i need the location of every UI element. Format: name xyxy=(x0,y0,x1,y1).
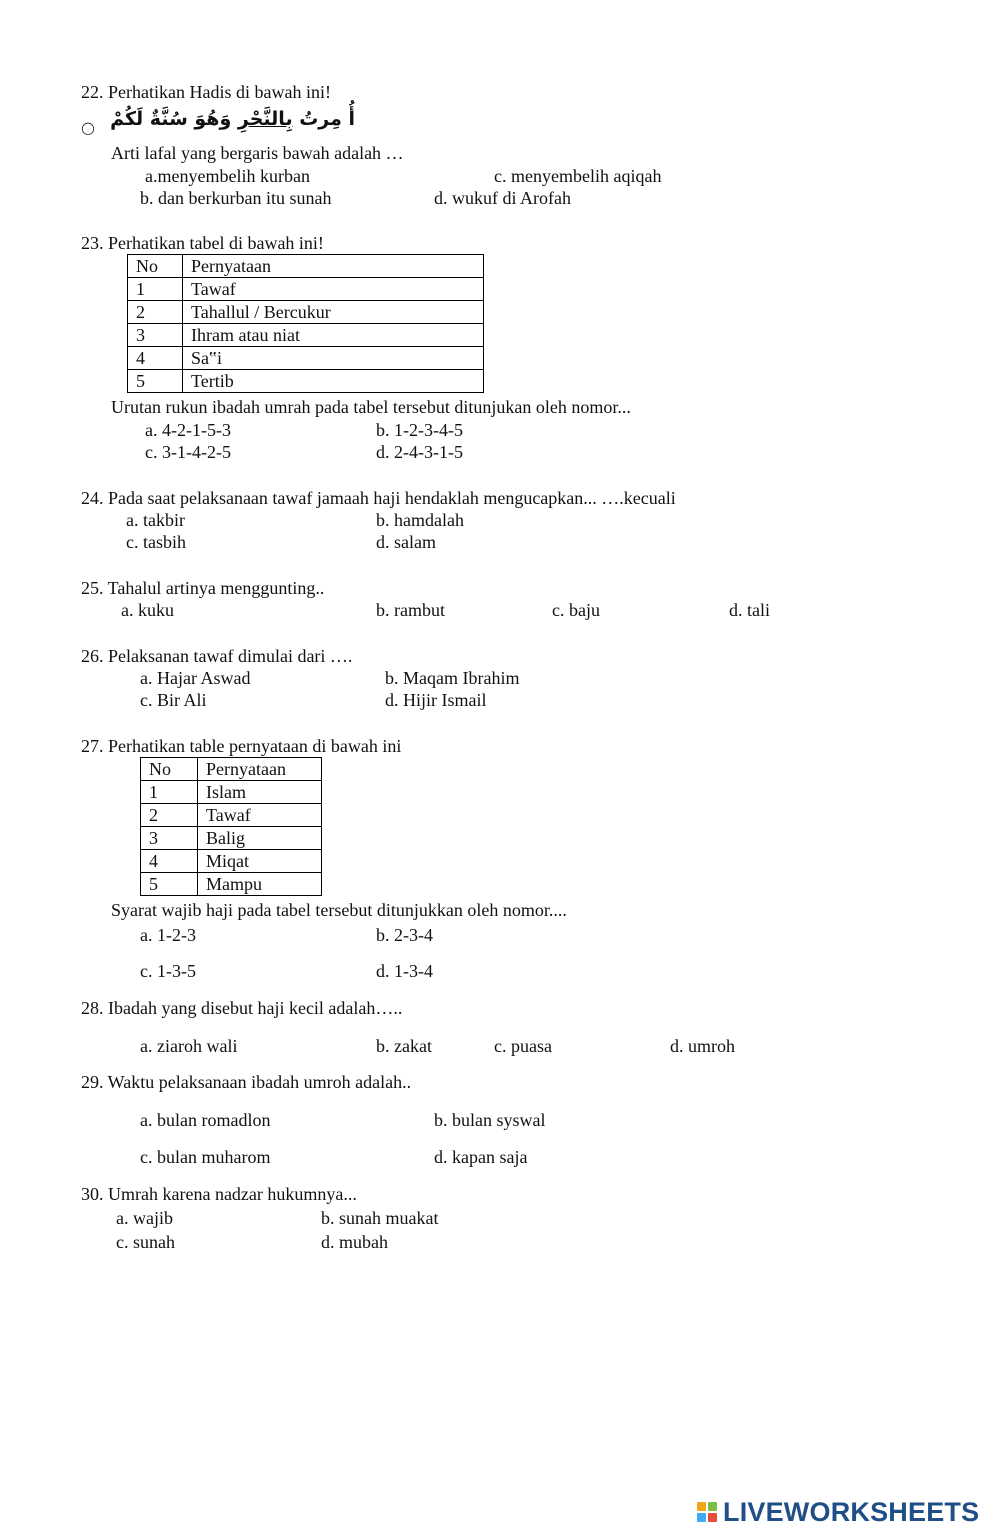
q28-option-c[interactable]: c. puasa xyxy=(494,1036,552,1056)
q23-option-b[interactable]: b. 1-2-3-4-5 xyxy=(376,420,463,440)
table-cell: 1 xyxy=(141,781,198,804)
q30-stem: 30. Umrah karena nadzar hukumnya... xyxy=(81,1184,357,1204)
q22-option-b[interactable]: b. dan berkurban itu sunah xyxy=(140,188,332,208)
q27-option-a[interactable]: a. 1-2-3 xyxy=(140,925,196,945)
table-cell: 5 xyxy=(141,873,198,896)
q28-option-b[interactable]: b. zakat xyxy=(376,1036,432,1056)
q23-prompt: Urutan rukun ibadah umrah pada tabel tersebut ditunjukan oleh nomor... xyxy=(111,397,631,417)
table-row xyxy=(141,781,322,804)
q28-option-d[interactable]: d. umroh xyxy=(670,1036,735,1056)
table-cell: 1 xyxy=(128,278,183,301)
q25-stem: 25. Tahalul artinya menggunting.. xyxy=(81,578,325,598)
table-row xyxy=(141,850,322,873)
q26-option-b[interactable]: b. Maqam Ibrahim xyxy=(385,668,520,688)
table-row xyxy=(141,873,322,896)
q22-arabic-underlined: بِالنَّحْرِ xyxy=(237,108,293,130)
table-header-cell: No xyxy=(128,255,183,278)
q23-option-d[interactable]: d. 2-4-3-1-5 xyxy=(376,442,463,462)
q23-option-a[interactable]: a. 4-2-1-5-3 xyxy=(145,420,231,440)
table-cell: 4 xyxy=(128,347,183,370)
q22-option-a[interactable]: a.menyembelih kurban xyxy=(145,166,310,186)
table-cell: Tawaf xyxy=(183,278,484,301)
q25-option-d[interactable]: d. tali xyxy=(729,600,770,620)
q24-option-d[interactable]: d. salam xyxy=(376,532,436,552)
table-cell: 5 xyxy=(128,370,183,393)
table-cell: 2 xyxy=(128,301,183,324)
table-header-cell: Pernyataan xyxy=(183,255,484,278)
q30-option-d[interactable]: d. mubah xyxy=(321,1232,388,1252)
q25-option-b[interactable]: b. rambut xyxy=(376,600,445,620)
table-cell: Balig xyxy=(198,827,322,850)
table-cell: Tawaf xyxy=(198,804,322,827)
q28-stem: 28. Ibadah yang disebut haji kecil adalah….. xyxy=(81,998,403,1018)
liveworksheets-logo[interactable] xyxy=(697,1494,979,1530)
table-row xyxy=(141,804,322,827)
q22-stem: 22. Perhatikan Hadis di bawah ini! xyxy=(81,82,331,102)
table-row xyxy=(128,301,484,324)
table-cell: Miqat xyxy=(198,850,322,873)
table-cell: 3 xyxy=(128,324,183,347)
q23-option-c[interactable]: c. 3-1-4-2-5 xyxy=(145,442,231,462)
q26-option-a[interactable]: a. Hajar Aswad xyxy=(140,668,251,688)
q23-stem: 23. Perhatikan tabel di bawah ini! xyxy=(81,233,324,253)
table-cell: 3 xyxy=(141,827,198,850)
table-cell: 4 xyxy=(141,850,198,873)
q29-option-b[interactable]: b. bulan syswal xyxy=(434,1110,546,1130)
q26-option-c[interactable]: c. Bir Ali xyxy=(140,690,207,710)
q26-stem: 26. Pelaksanan tawaf dimulai dari …. xyxy=(81,646,353,666)
q22-option-d[interactable]: d. wukuf di Arofah xyxy=(434,188,571,208)
q26-option-d[interactable]: d. Hijir Ismail xyxy=(385,690,487,710)
table-row xyxy=(141,827,322,850)
q30-option-a[interactable]: a. wajib xyxy=(116,1208,173,1228)
table-cell: 2 xyxy=(141,804,198,827)
logo-square xyxy=(697,1513,706,1522)
q27-option-d[interactable]: d. 1-3-4 xyxy=(376,961,433,981)
logo-square xyxy=(708,1502,717,1511)
q29-stem: 29. Waktu pelaksanaan ibadah umroh adalah.. xyxy=(81,1072,412,1092)
q25-option-c[interactable]: c. baju xyxy=(552,600,600,620)
circle-mark-icon: ○ xyxy=(81,118,95,137)
table-cell: Sa‟i xyxy=(183,347,484,370)
liveworksheets-logo-icon xyxy=(697,1502,717,1522)
q29-option-c[interactable]: c. bulan muharom xyxy=(140,1147,271,1167)
q28-option-a[interactable]: a. ziaroh wali xyxy=(140,1036,238,1056)
q22-prompt: Arti lafal yang bergaris bawah adalah … xyxy=(111,143,404,163)
table-row xyxy=(128,324,484,347)
q23-table xyxy=(127,254,484,393)
q22-option-c[interactable]: c. menyembelih aqiqah xyxy=(494,166,662,186)
q27-option-b[interactable]: b. 2-3-4 xyxy=(376,925,433,945)
logo-square xyxy=(697,1502,706,1511)
table-row xyxy=(128,278,484,301)
q22-arabic-pre: أُ مِرتُ xyxy=(292,108,355,130)
q30-option-b[interactable]: b. sunah muakat xyxy=(321,1208,439,1228)
q27-stem: 27. Perhatikan table pernyataan di bawah ini xyxy=(81,736,402,756)
logo-square xyxy=(708,1513,717,1522)
table-header-cell: No xyxy=(141,758,198,781)
table-cell: Islam xyxy=(198,781,322,804)
q24-stem: 24. Pada saat pelaksanaan tawaf jamaah haji hendaklah mengucapkan... ….kecuali xyxy=(81,488,676,508)
table-header-row xyxy=(128,255,484,278)
brand-name: LIVEWORKSHEETS xyxy=(723,1496,980,1527)
q30-option-c[interactable]: c. sunah xyxy=(116,1232,175,1252)
q25-option-a[interactable]: a. kuku xyxy=(121,600,174,620)
q24-option-c[interactable]: c. tasbih xyxy=(126,532,186,552)
q24-option-b[interactable]: b. hamdalah xyxy=(376,510,464,530)
table-row xyxy=(128,347,484,370)
table-cell: Tahallul / Bercukur xyxy=(183,301,484,324)
q22-hadith-arabic xyxy=(110,108,355,130)
q29-option-a[interactable]: a. bulan romadlon xyxy=(140,1110,271,1130)
q27-prompt: Syarat wajib haji pada tabel tersebut ditunjukkan oleh nomor.... xyxy=(111,900,567,920)
table-cell: Ihram atau niat xyxy=(183,324,484,347)
table-header-row xyxy=(141,758,322,781)
q27-option-c[interactable]: c. 1-3-5 xyxy=(140,961,196,981)
q27-table xyxy=(140,757,322,896)
q22-arabic-post: وَهُوَ سُنَّةٌ لَكُمْ xyxy=(110,108,238,130)
table-cell: Mampu xyxy=(198,873,322,896)
q24-option-a[interactable]: a. takbir xyxy=(126,510,185,530)
q29-option-d[interactable]: d. kapan saja xyxy=(434,1147,528,1167)
table-row xyxy=(128,370,484,393)
table-header-cell: Pernyataan xyxy=(198,758,322,781)
table-cell: Tertib xyxy=(183,370,484,393)
